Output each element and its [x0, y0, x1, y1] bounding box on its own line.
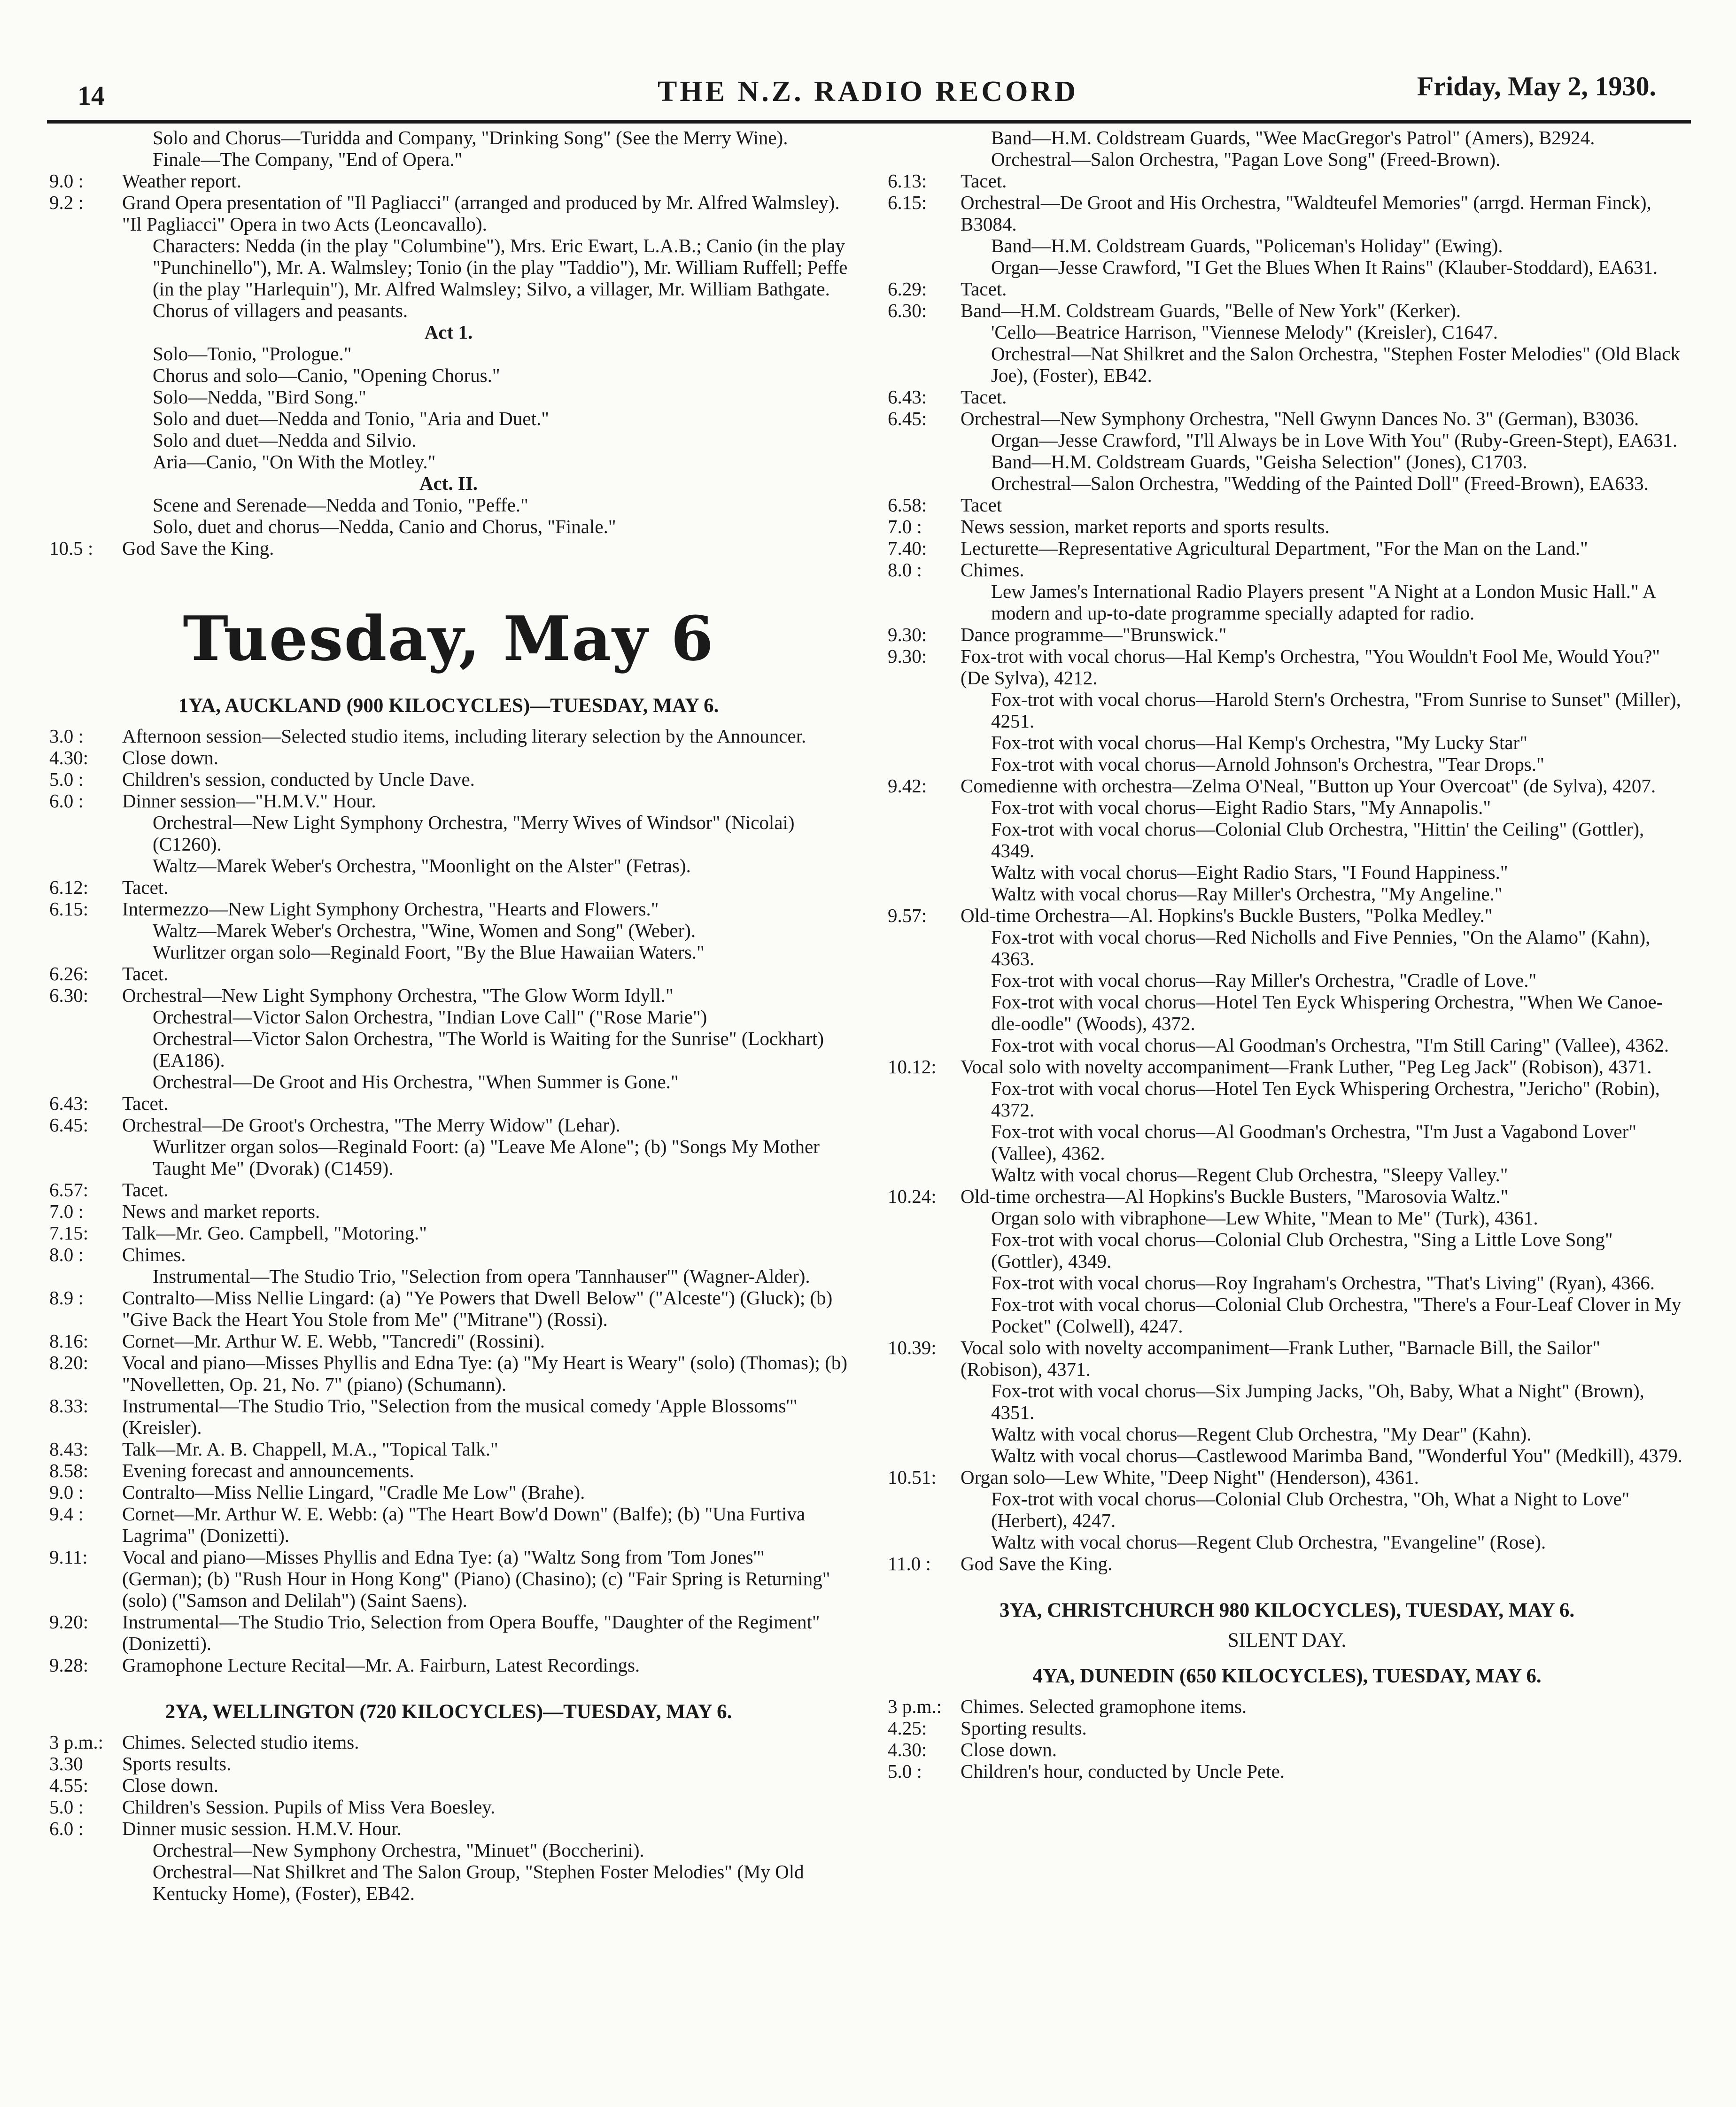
- page-number: 14: [78, 80, 105, 111]
- entry-time: 4.25:: [888, 1717, 927, 1739]
- act-item: Scene and Serenade—Nedda and Tonio, "Peffe.": [153, 494, 528, 516]
- entry-text: Vocal solo with novelty accompaniment—Frank Luther, "Barnacle Bill, the Sailor" (Robison), 4371.: [961, 1337, 1601, 1380]
- entry-time: 8.16:: [49, 1330, 89, 1352]
- entry-text: Waltz with vocal chorus—Regent Club Orchestra, "Sleepy Valley.": [991, 1164, 1508, 1185]
- entry-text: Fox-trot with vocal chorus—Hal Kemp's Orchestra, "You Wouldn't Fool Me, Would You?" (De Sylva), 4212.: [961, 645, 1660, 689]
- entry-text: Orchestral—Victor Salon Orchestra, "The World is Waiting for the Sunrise" (Lockhart) (EA186).: [153, 1028, 824, 1071]
- program-4ya: [888, 1696, 1686, 1782]
- entry-text: Orchestral—New Light Symphony Orchestra, "The Glow Worm Idyll.": [122, 984, 674, 1006]
- program-entry: [49, 1395, 848, 1438]
- program-entry: [888, 429, 1686, 451]
- program-entry: [49, 1222, 848, 1244]
- program-entry: [888, 1185, 1686, 1207]
- entry-time: 7.15:: [49, 1222, 89, 1244]
- entry-time: 5.0 :: [49, 768, 84, 790]
- program-entry: [49, 235, 848, 321]
- program-1ya: [49, 725, 848, 1676]
- program-entry: [49, 1114, 848, 1136]
- entry-time: 10.5 :: [49, 537, 93, 559]
- program-entry: [888, 1294, 1686, 1337]
- entry-time: 6.26:: [49, 963, 89, 984]
- entry-text: Children's session, conducted by Uncle Dave.: [122, 768, 475, 790]
- entry-time: 4.55:: [49, 1774, 89, 1796]
- program-entry: [888, 148, 1686, 170]
- entry-time: 6.57:: [49, 1179, 89, 1201]
- entry-time: 7.0 :: [49, 1201, 84, 1222]
- day-heading: Tuesday, May 6: [183, 603, 714, 674]
- program-entry: [888, 1717, 1686, 1739]
- entry-text: Waltz—Marek Weber's Orchestra, "Moonlight on the Alster" (Fetras).: [153, 855, 691, 876]
- entry-text: 'Cello—Beatrice Harrison, "Viennese Melody" (Kreisler), C1647.: [991, 321, 1498, 343]
- entry-text: Talk—Mr. Geo. Campbell, "Motoring.": [122, 1222, 427, 1244]
- entry-text: Lew James's International Radio Players present "A Night at a London Music Hall." A modern and up-to-date programme specially adapted for radio.: [991, 581, 1656, 624]
- program-entry: [49, 1861, 848, 1904]
- program-entry: [888, 300, 1686, 321]
- entry-text: Close down.: [961, 1739, 1057, 1760]
- program-entry: [888, 1164, 1686, 1185]
- entry-time: 9.4 :: [49, 1503, 84, 1525]
- entry-time: 3 p.m.:: [49, 1731, 104, 1753]
- entry-text: Instrumental—The Studio Trio, Selection from Opera Bouffe, "Daughter of the Regiment" (Donizetti).: [122, 1611, 820, 1654]
- entry-time: 9.0 :: [49, 170, 84, 192]
- entry-time: 11.0 :: [888, 1553, 931, 1574]
- entry-time: 6.30:: [888, 300, 927, 321]
- entry-text: Intermezzo—New Light Symphony Orchestra, "Hearts and Flowers.": [122, 898, 659, 920]
- entry-text: Fox-trot with vocal chorus—Harold Stern's Orchestra, "From Sunrise to Sunset" (Miller), 4251.: [991, 689, 1681, 732]
- program-entry: [49, 1460, 848, 1481]
- entry-text: Grand Opera presentation of "Il Pagliacci" (arranged and produced by Mr. Alfred Walmsley). "Il Pagliacci" Opera in two Acts (Leoncavallo).: [122, 192, 840, 235]
- entry-time: 8.9 :: [49, 1287, 84, 1309]
- program-entry: [888, 321, 1686, 343]
- program-entry: [888, 689, 1686, 732]
- entry-time: 8.43:: [49, 1438, 89, 1460]
- program-entry: [888, 969, 1686, 991]
- entry-text: Dance programme—"Brunswick.": [961, 624, 1227, 645]
- program-entry: [49, 170, 848, 192]
- entry-text: Afternoon session—Selected studio items, including literary selection by the Announcer.: [122, 725, 806, 747]
- entry-text: Band—H.M. Coldstream Guards, "Geisha Selection" (Jones), C1703.: [991, 451, 1527, 473]
- entry-text: Tacet.: [122, 1092, 169, 1114]
- program-entry: [888, 537, 1686, 559]
- entry-time: 9.20:: [49, 1611, 89, 1633]
- entry-text: Fox-trot with vocal chorus—Hotel Ten Eyck Whispering Orchestra, "Jericho" (Robin), 4372.: [991, 1077, 1660, 1121]
- masthead: [0, 66, 1736, 122]
- program-continuation: [888, 127, 1686, 1574]
- program-entry: [49, 1265, 848, 1287]
- station-heading-2ya: 2YA, WELLINGTON (720 KILOCYCLES)—TUESDAY, MAY 6.: [165, 1701, 732, 1723]
- entry-text: Dinner session—"H.M.V." Hour.: [122, 790, 376, 812]
- program-entry: [888, 1034, 1686, 1056]
- station-heading-4ya: 4YA, DUNEDIN (650 KILOCYCLES), TUESDAY, MAY 6.: [1032, 1665, 1542, 1687]
- program-entry: [888, 1760, 1686, 1782]
- program-entry: [49, 1818, 848, 1839]
- entry-time: 9.11:: [49, 1546, 88, 1568]
- entry-text: Fox-trot with vocal chorus—Six Jumping Jacks, "Oh, Baby, What a Night" (Brown), 4351.: [991, 1380, 1644, 1423]
- act1-heading: Act 1.: [424, 321, 473, 343]
- entry-text: Fox-trot with vocal chorus—Red Nicholls and Five Pennies, "On the Alamo" (Kahn), 4363.: [991, 926, 1651, 969]
- station-heading-3ya: 3YA, CHRISTCHURCH 980 KILOCYCLES), TUESDAY, MAY 6.: [999, 1599, 1575, 1621]
- entry-text: Old-time Orchestra—Al. Hopkins's Buckle Busters, "Polka Medley.": [961, 905, 1493, 926]
- entry-text: Organ solo with vibraphone—Lew White, "Mean to Me" (Turk), 4361.: [991, 1207, 1538, 1229]
- entry-text: Orchestral—Salon Orchestra, "Wedding of the Painted Doll" (Freed-Brown), EA633.: [991, 473, 1649, 494]
- entry-time: 6.0 :: [49, 1818, 84, 1839]
- entry-time: 10.51:: [888, 1466, 937, 1488]
- program-entry: [888, 386, 1686, 408]
- entry-time: 8.20:: [49, 1352, 89, 1373]
- entry-text: Fox-trot with vocal chorus—Colonial Club Orchestra, "Sing a Little Love Song" (Gottler), 4349.: [991, 1229, 1613, 1272]
- station-heading-1ya: 1YA, AUCKLAND (900 KILOCYCLES)—TUESDAY, MAY 6.: [178, 695, 719, 717]
- entry-time: 7.40:: [888, 537, 927, 559]
- program-entry: [888, 753, 1686, 775]
- entry-text: Talk—Mr. A. B. Chappell, M.A., "Topical Talk.": [122, 1438, 498, 1460]
- entry-text: Lecturette—Representative Agricultural Department, "For the Man on the Land.": [961, 537, 1588, 559]
- entry-text: Orchestral—New Light Symphony Orchestra, "Merry Wives of Windsor" (Nicolai) (C1260).: [153, 812, 795, 855]
- program-entry: [49, 1006, 848, 1028]
- entry-text: Orchestral—Nat Shilkret and the Salon Orchestra, "Stephen Foster Melodies" (Old Black Joe), (Foster), EB42.: [991, 343, 1680, 386]
- entry-text: Close down.: [122, 1774, 218, 1796]
- entry-time: 8.0 :: [888, 559, 922, 581]
- entry-time: 6.43:: [49, 1092, 89, 1114]
- entry-text: Orchestral—De Groot's Orchestra, "The Merry Widow" (Lehar).: [122, 1114, 620, 1136]
- entry-time: 6.0 :: [49, 790, 84, 812]
- program-entry: [888, 1531, 1686, 1553]
- entry-text: Dinner music session. H.M.V. Hour.: [122, 1818, 402, 1839]
- program-entry: [49, 1071, 848, 1092]
- entry-text: Organ—Jesse Crawford, "I'll Always be in Love With You" (Ruby-Green-Stept), EA631.: [991, 429, 1678, 451]
- header-rule: [47, 120, 1691, 124]
- program-entry: [49, 1438, 848, 1460]
- entry-text: Band—H.M. Coldstream Guards, "Belle of New York" (Kerker).: [961, 300, 1461, 321]
- entry-time: 9.28:: [49, 1654, 89, 1676]
- program-entry: [49, 876, 848, 898]
- entry-time: 6.30:: [49, 984, 89, 1006]
- entry-time: 8.0 :: [49, 1244, 84, 1265]
- program-entry: [888, 235, 1686, 256]
- entry-time: 5.0 :: [888, 1760, 922, 1782]
- entry-time: 9.30:: [888, 624, 927, 645]
- entry-time: 8.58:: [49, 1460, 89, 1481]
- program-entry: [49, 1731, 848, 1753]
- program-entry: [888, 883, 1686, 905]
- right-column: [888, 127, 1686, 1782]
- program-entry: [49, 984, 848, 1006]
- program-entry: [49, 747, 848, 768]
- act1-list: [49, 343, 848, 473]
- entry-text: Instrumental—The Studio Trio, "Selection from the musical comedy 'Apple Blossoms'" (Kreisler).: [122, 1395, 798, 1438]
- entry-text: Orchestral—New Symphony Orchestra, "Nell Gwynn Dances No. 3" (German), B3036.: [961, 408, 1639, 429]
- program-entry: [888, 797, 1686, 818]
- entry-text: Waltz—Marek Weber's Orchestra, "Wine, Women and Song" (Weber).: [153, 920, 696, 941]
- entry-text: Chimes.: [122, 1244, 186, 1265]
- entry-text: Tacet.: [961, 386, 1007, 408]
- program-entry: [888, 645, 1686, 689]
- entry-time: 3 p.m.:: [888, 1696, 942, 1717]
- act-item: Solo—Tonio, "Prologue.": [153, 343, 352, 364]
- program-entry: [49, 1244, 848, 1265]
- program-entry: [888, 1445, 1686, 1466]
- entry-time: 10.24:: [888, 1185, 937, 1207]
- entry-time: 6.12:: [49, 876, 89, 898]
- program-entry: [888, 905, 1686, 926]
- program-entry: [888, 256, 1686, 278]
- act-item: Solo, duet and chorus—Nedda, Canio and Chorus, "Finale.": [153, 516, 616, 537]
- program-entry: [888, 1121, 1686, 1164]
- program-entry: [888, 1553, 1686, 1574]
- entry-text: Wurlitzer organ solos—Reginald Foort: (a) "Leave Me Alone"; (b) "Songs My Mother Taught Me" (Dvorak) (C1459).: [153, 1136, 820, 1179]
- entry-text: Fox-trot with vocal chorus—Al Goodman's Orchestra, "I'm Just a Vagabond Lover" (Vallee), 4362.: [991, 1121, 1637, 1164]
- program-entry: [888, 451, 1686, 473]
- entry-time: 6.15:: [888, 192, 927, 213]
- entry-text: Wurlitzer organ solo—Reginald Foort, "By the Blue Hawaiian Waters.": [153, 941, 705, 963]
- act2-heading: Act. II.: [419, 473, 478, 494]
- entry-time: 4.30:: [49, 747, 89, 768]
- entry-time: 8.33:: [49, 1395, 89, 1417]
- entry-text: Band—H.M. Coldstream Guards, "Wee MacGregor's Patrol" (Amers), B2924.: [991, 127, 1595, 148]
- program-entry: [49, 1352, 848, 1395]
- program-entry: [888, 1696, 1686, 1717]
- entry-time: 6.45:: [888, 408, 927, 429]
- entry-text: Vocal and piano—Misses Phyllis and Edna Tye: (a) "My Heart is Weary" (solo) (Thomas); (b) "Novelletten, Op. 21, No. 7" (piano) (Schumann).: [122, 1352, 848, 1395]
- entry-text: Sporting results.: [961, 1717, 1087, 1739]
- program-entry: [49, 1201, 848, 1222]
- entry-time: 6.58:: [888, 494, 927, 516]
- program-entry: [888, 1337, 1686, 1380]
- entry-text: Evening forecast and announcements.: [122, 1460, 414, 1481]
- program-entry: [888, 926, 1686, 969]
- entry-text: Fox-trot with vocal chorus—Arnold Johnson's Orchestra, "Tear Drops.": [991, 753, 1544, 775]
- entry-time: 9.2 :: [49, 192, 84, 213]
- program-entry: [49, 1774, 848, 1796]
- program-entry: [49, 898, 848, 920]
- entry-text: Orchestral—Victor Salon Orchestra, "Indian Love Call" ("Rose Marie"): [153, 1006, 707, 1028]
- program-entry: [49, 1839, 848, 1861]
- entry-time: 9.0 :: [49, 1481, 84, 1503]
- program-entry: [49, 1330, 848, 1352]
- program-entry: [49, 725, 848, 747]
- entry-text: Fox-trot with vocal chorus—Colonial Club Orchestra, "Oh, What a Night to Love" (Herbert), 4247.: [991, 1488, 1630, 1531]
- program-entry: [888, 581, 1686, 624]
- entry-text: Fox-trot with vocal chorus—Al Goodman's Orchestra, "I'm Still Caring" (Vallee), 4362.: [991, 1034, 1669, 1056]
- entry-text: Gramophone Lecture Recital—Mr. A. Fairburn, Latest Recordings.: [122, 1654, 640, 1676]
- publication-title: THE N.Z. RADIO RECORD: [658, 76, 1078, 108]
- entry-time: 6.45:: [49, 1114, 89, 1136]
- entry-text: Band—H.M. Coldstream Guards, "Policeman's Holiday" (Ewing).: [991, 235, 1503, 256]
- program-entry: [49, 1092, 848, 1114]
- program-2ya: [49, 1731, 848, 1904]
- program-entry: [49, 1028, 848, 1071]
- program-entry: [888, 818, 1686, 861]
- entry-text: Tacet.: [122, 1179, 169, 1201]
- act2-list: [49, 494, 848, 537]
- program-entry: [49, 790, 848, 812]
- entry-time: 7.0 :: [888, 516, 922, 537]
- program-entry: [888, 1056, 1686, 1077]
- program-entry: [888, 1207, 1686, 1229]
- program-entry: [49, 148, 848, 170]
- act-item: Solo and duet—Nedda and Silvio.: [153, 429, 417, 451]
- program-entry: [49, 1481, 848, 1503]
- program-entry: [49, 768, 848, 790]
- program-entry: [888, 732, 1686, 753]
- entry-text: Chimes. Selected gramophone items.: [961, 1696, 1247, 1717]
- entry-time: 9.30:: [888, 645, 927, 667]
- entry-time: 9.57:: [888, 905, 927, 926]
- entry-text: Sports results.: [122, 1753, 232, 1774]
- entry-text: God Save the King.: [961, 1553, 1113, 1574]
- program-entry: [49, 963, 848, 984]
- issue-date: Friday, May 2, 1930.: [1417, 71, 1656, 101]
- entry-text: Characters: Nedda (in the play "Columbine"), Mrs. Eric Ewart, L.A.B.; Canio (in the play "Punchinello"), Mr. A. Walmsley; Tonio (in the play "Taddio"), Mr. William Ruffell; Peffe (in the play "Harlequin"), Mr. Alfred Walmsley; Silvo, a villager, Mr. William Bathgate. Chorus of villagers and peasants.: [153, 235, 848, 321]
- entry-text: Orchestral—Nat Shilkret and The Salon Group, "Stephen Foster Melodies" (My Old Kentucky Home), (Foster), EB42.: [153, 1861, 804, 1904]
- entry-time: 6.13:: [888, 170, 927, 192]
- act-item: Aria—Canio, "On With the Motley.": [153, 451, 436, 473]
- entry-text: Tacet.: [961, 170, 1007, 192]
- program-entry: [49, 1654, 848, 1676]
- program-entry: [888, 127, 1686, 148]
- program-entry: [888, 775, 1686, 797]
- program-entry: [888, 278, 1686, 300]
- program-entry: [888, 1229, 1686, 1272]
- entry-text: News session, market reports and sports results.: [961, 516, 1330, 537]
- program-entry: [888, 1077, 1686, 1121]
- entry-text: Vocal solo with novelty accompaniment—Frank Luther, "Peg Leg Jack" (Robison), 4371.: [961, 1056, 1652, 1077]
- program-entry: [888, 1739, 1686, 1760]
- program-entry: [49, 941, 848, 963]
- entry-text: Orchestral—De Groot and His Orchestra, "Waldteufel Memories" (arrgd. Herman Finck), B3084.: [961, 192, 1651, 235]
- entry-text: Tacet: [961, 494, 1002, 516]
- program-entry: [49, 1179, 848, 1201]
- entry-text: God Save the King.: [122, 537, 274, 559]
- entry-time: 9.42:: [888, 775, 927, 797]
- entry-text: Fox-trot with vocal chorus—Ray Miller's Orchestra, "Cradle of Love.": [991, 969, 1537, 991]
- program-entry: [888, 170, 1686, 192]
- entry-time: 10.12:: [888, 1056, 937, 1077]
- entry-text: Solo and Chorus—Turidda and Company, "Drinking Song" (See the Merry Wine).: [153, 127, 788, 148]
- entry-time: 6.29:: [888, 278, 927, 300]
- act-item: Solo and duet—Nedda and Tonio, "Aria and Duet.": [153, 408, 549, 429]
- entry-time: 6.43:: [888, 386, 927, 408]
- entry-text: Close down.: [122, 747, 218, 768]
- silent-day-notice: SILENT DAY.: [1227, 1629, 1347, 1651]
- entry-text: Comedienne with orchestra—Zelma O'Neal, "Button up Your Overcoat" (de Sylva), 4207.: [961, 775, 1656, 797]
- entry-text: Orchestral—New Symphony Orchestra, "Minuet" (Boccherini).: [153, 1839, 644, 1861]
- entry-text: Organ solo—Lew White, "Deep Night" (Henderson), 4361.: [961, 1466, 1419, 1488]
- program-entry: [888, 861, 1686, 883]
- entry-time: 6.15:: [49, 898, 89, 920]
- entry-text: News and market reports.: [122, 1201, 320, 1222]
- entry-text: Contralto—Miss Nellie Lingard: (a) "Ye Powers that Dwell Below" ("Alceste") (Gluck); (b) "Give Back the Heart You Stole from Me" ("Mitrane") (Rossi).: [122, 1287, 833, 1330]
- entry-time: 10.39:: [888, 1337, 937, 1358]
- program-entry: [888, 991, 1686, 1034]
- entry-text: Tacet.: [122, 876, 169, 898]
- program-entry: [49, 1287, 848, 1330]
- program-entry: [888, 1380, 1686, 1423]
- entry-text: Chimes. Selected studio items.: [122, 1731, 359, 1753]
- entry-text: Old-time orchestra—Al Hopkins's Buckle Busters, "Marosovia Waltz.": [961, 1185, 1509, 1207]
- entry-text: Vocal and piano—Misses Phyllis and Edna Tye: (a) "Waltz Song from 'Tom Jones'" (German); (b) "Rush Hour in Hong Kong" (Piano) (Chasino); (c) "Fair Spring is Returning" (solo) ("Samson and Delilah") (Saint Saens).: [122, 1546, 830, 1611]
- program-entry: [888, 192, 1686, 235]
- program-entry: [49, 1611, 848, 1654]
- entry-text: Waltz with vocal chorus—Regent Club Orchestra, "My Dear" (Kahn).: [991, 1423, 1532, 1445]
- entry-text: Fox-trot with vocal chorus—Eight Radio Stars, "My Annapolis.": [991, 797, 1491, 818]
- entry-text: Waltz with vocal chorus—Castlewood Marimba Band, "Wonderful You" (Medkill), 4379.: [991, 1445, 1682, 1466]
- entry-text: Organ—Jesse Crawford, "I Get the Blues When It Rains" (Klauber-Stoddard), EA631.: [991, 256, 1658, 278]
- program-entry: [888, 494, 1686, 516]
- entry-text: Waltz with vocal chorus—Eight Radio Stars, "I Found Happiness.": [991, 861, 1508, 883]
- opera-continuation: [49, 127, 848, 321]
- program-entry: [49, 855, 848, 876]
- program-entry: [888, 1423, 1686, 1445]
- entry-time: 3.0 :: [49, 725, 84, 747]
- program-entry: [49, 1796, 848, 1818]
- entry-text: Cornet—Mr. Arthur W. E. Webb, "Tancredi" (Rossini).: [122, 1330, 545, 1352]
- entry-text: Cornet—Mr. Arthur W. E. Webb: (a) "The Heart Bow'd Down" (Balfe); (b) "Una Furtiva Lagrima" (Donizetti).: [122, 1503, 806, 1546]
- entry-text: Chimes.: [961, 559, 1024, 581]
- program-entry: [49, 1753, 848, 1774]
- entry-text: Orchestral—De Groot and His Orchestra, "When Summer is Gone.": [153, 1071, 679, 1092]
- program-entry: [888, 473, 1686, 494]
- entry-time: 5.0 :: [49, 1796, 84, 1818]
- program-entry: [49, 920, 848, 941]
- entry-time: 4.30:: [888, 1739, 927, 1760]
- entry-text: Waltz with vocal chorus—Regent Club Orchestra, "Evangeline" (Rose).: [991, 1531, 1546, 1553]
- entry-text: Finale—The Company, "End of Opera.": [153, 148, 463, 170]
- left-column: [49, 127, 848, 1904]
- program-entry: [888, 559, 1686, 581]
- entry-text: Children's hour, conducted by Uncle Pete.: [961, 1760, 1285, 1782]
- entry-text: Instrumental—The Studio Trio, "Selection from opera 'Tannhauser'" (Wagner-Alder).: [153, 1265, 810, 1287]
- entry-text: Tacet.: [961, 278, 1007, 300]
- entry-text: Fox-trot with vocal chorus—Colonial Club Orchestra, "Hittin' the Ceiling" (Gottler), 4349.: [991, 818, 1644, 861]
- entry-text: Fox-trot with vocal chorus—Roy Ingraham's Orchestra, "That's Living" (Ryan), 4366.: [991, 1272, 1655, 1294]
- act-item: Solo—Nedda, "Bird Song.": [153, 386, 366, 408]
- entry-text: Waltz with vocal chorus—Ray Miller's Orchestra, "My Angeline.": [991, 883, 1503, 905]
- program-entry: [49, 192, 848, 235]
- program-entry: [49, 537, 848, 559]
- entry-text: Fox-trot with vocal chorus—Colonial Club Orchestra, "There's a Four-Leaf Clover in My Pocket" (Colwell), 4247.: [991, 1294, 1682, 1337]
- program-entry: [49, 1546, 848, 1611]
- program-entry: [49, 1136, 848, 1179]
- act-item: Chorus and solo—Canio, "Opening Chorus.": [153, 364, 500, 386]
- program-entry: [888, 408, 1686, 429]
- program-entry: [888, 343, 1686, 386]
- program-entry: [49, 127, 848, 148]
- entry-text: Fox-trot with vocal chorus—Hotel Ten Eyck Whispering Orchestra, "When We Canoe-dle-oodle" (Woods), 4372.: [991, 991, 1663, 1034]
- program-entry: [49, 1503, 848, 1546]
- program-entry: [888, 1466, 1686, 1488]
- program-entry: [888, 1488, 1686, 1531]
- program-entry: [49, 812, 848, 855]
- program-entry: [888, 624, 1686, 645]
- entry-text: Children's Session. Pupils of Miss Vera Boesley.: [122, 1796, 496, 1818]
- program-entry: [888, 1272, 1686, 1294]
- entry-text: Tacet.: [122, 963, 169, 984]
- entry-text: Contralto—Miss Nellie Lingard, "Cradle Me Low" (Brahe).: [122, 1481, 585, 1503]
- program-entry: [888, 516, 1686, 537]
- entry-text: Fox-trot with vocal chorus—Hal Kemp's Orchestra, "My Lucky Star": [991, 732, 1527, 753]
- entry-text: Orchestral—Salon Orchestra, "Pagan Love Song" (Freed-Brown).: [991, 148, 1501, 170]
- entry-text: Weather report.: [122, 170, 241, 192]
- entry-time: 3.30: [49, 1753, 83, 1774]
